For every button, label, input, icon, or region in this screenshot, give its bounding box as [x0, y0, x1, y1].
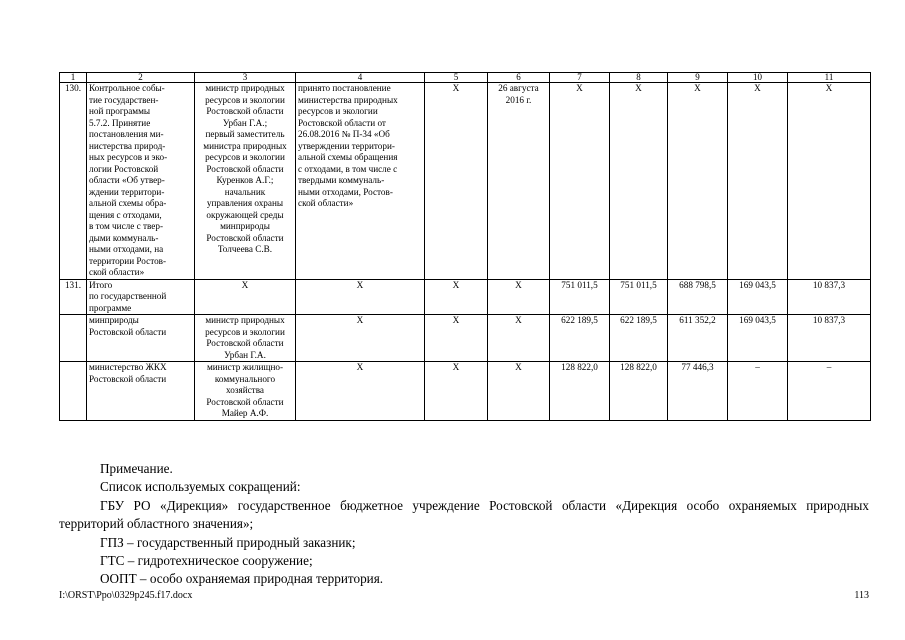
column-number: 10 [728, 73, 788, 83]
column-number: 6 [488, 73, 550, 83]
column-number: 3 [195, 73, 296, 83]
column-number: 11 [788, 73, 871, 83]
abbreviations-title: Список используемых сокращений: [100, 479, 301, 495]
cell-col10: 169 043,5 [728, 315, 788, 362]
column-number: 4 [296, 73, 425, 83]
table-row-131-total [60, 279, 871, 315]
cell-col8: 128 822,0 [610, 362, 668, 421]
abbreviation-oopt: ООПТ – особо охраняемая природная территория. [100, 571, 384, 587]
responsible-persons: министр природных ресурсов и экологии Ростовской области Урбан Г.А. [195, 315, 296, 362]
cell-col9: 77 446,3 [668, 362, 728, 421]
notes-section [59, 460, 869, 589]
cell-col7: 128 822,0 [550, 362, 610, 421]
event-description: Контрольное собы- тие государствен- ной программы 5.7.2. Принятие постановления ми- нистерства природ- ных ресурсов и эко- логии Ростовской области «Об утвер- ждении территори- альной схемы обра- щения с отходами, в том числе с твер- дыми коммуналь- ными отходами, на территории Ростов- ской области» [87, 83, 195, 280]
cell-col8: 751 011,5 [610, 279, 668, 315]
page-footer [59, 590, 869, 601]
cell-col9: 611 352,2 [668, 315, 728, 362]
abbreviation-gpz: ГПЗ – государственный природный заказник; [100, 534, 356, 550]
column-number: 7 [550, 73, 610, 83]
empty-cell [60, 315, 87, 362]
total-label: Итого по государственной программе [87, 279, 195, 315]
cell-col9: 688 798,5 [668, 279, 728, 315]
cell-col4: Х [296, 362, 425, 421]
notes-title: Примечание. [100, 461, 173, 476]
cell-col5: Х [425, 83, 488, 280]
cell-col11: Х [788, 83, 871, 280]
column-number-row [60, 73, 871, 83]
column-number: 1 [60, 73, 87, 83]
result-description: принято постановление министерства природных ресурсов и экологии Ростовской области от 26.08.2016 № П-34 «Об утверждении территори- альной схемы обращения с отходами, в том числе с твердыми коммуналь- ными отходами, Ростов- ской области» [296, 83, 425, 280]
cell-col8: 622 189,5 [610, 315, 668, 362]
cell-col6: Х [488, 362, 550, 421]
column-number: 8 [610, 73, 668, 83]
executor-name: министерство ЖКХ Ростовской области [87, 362, 195, 421]
cell-col6: Х [488, 315, 550, 362]
column-number: 2 [87, 73, 195, 83]
cell-col9: Х [668, 83, 728, 280]
table-row-zhkh [60, 362, 871, 421]
cell-col3: Х [195, 279, 296, 315]
row-number: 131. [60, 279, 87, 315]
cell-col4: Х [296, 279, 425, 315]
cell-col11: 10 837,3 [788, 279, 871, 315]
cell-col8: Х [610, 83, 668, 280]
cell-col10: – [728, 362, 788, 421]
cell-col5: Х [425, 315, 488, 362]
program-table [59, 72, 871, 421]
cell-col7: Х [550, 83, 610, 280]
cell-col10: 169 043,5 [728, 279, 788, 315]
table-row-130 [60, 83, 871, 280]
cell-col6: Х [488, 279, 550, 315]
page-number: 113 [854, 590, 869, 601]
responsible-persons: министр жилищно- коммунального хозяйства Ростовской области Майер А.Ф. [195, 362, 296, 421]
executor-name: минприроды Ростовской области [87, 315, 195, 362]
column-number: 9 [668, 73, 728, 83]
cell-col5: Х [425, 362, 488, 421]
file-path: I:\ORST\Ppo\0329p245.f17.docx [59, 590, 193, 601]
cell-col7: 622 189,5 [550, 315, 610, 362]
row-number: 130. [60, 83, 87, 280]
cell-col7: 751 011,5 [550, 279, 610, 315]
responsible-persons: министр природных ресурсов и экологии Ростовской области Урбан Г.А.; первый заместитель министра природных ресурсов и экологии Ростовской области Куренков А.Г.; начальник управления охраны окружающей среды минприроды Ростовской области Толчеева С.В. [195, 83, 296, 280]
abbreviation-gbu: ГБУ РО «Дирекция» государственное бюджетное учреждение Ростовской области «Дирекция особо охраняемых природных территорий областного значения»; [59, 497, 869, 532]
abbreviation-gts: ГТС – гидротехническое сооружение; [100, 553, 313, 569]
column-number: 5 [425, 73, 488, 83]
table-row-minpriroda [60, 315, 871, 362]
cell-col6-date: 26 августа 2016 г. [488, 83, 550, 280]
cell-col11: 10 837,3 [788, 315, 871, 362]
cell-col10: Х [728, 83, 788, 280]
cell-col5: Х [425, 279, 488, 315]
cell-col11: – [788, 362, 871, 421]
cell-col4: Х [296, 315, 425, 362]
empty-cell [60, 362, 87, 421]
